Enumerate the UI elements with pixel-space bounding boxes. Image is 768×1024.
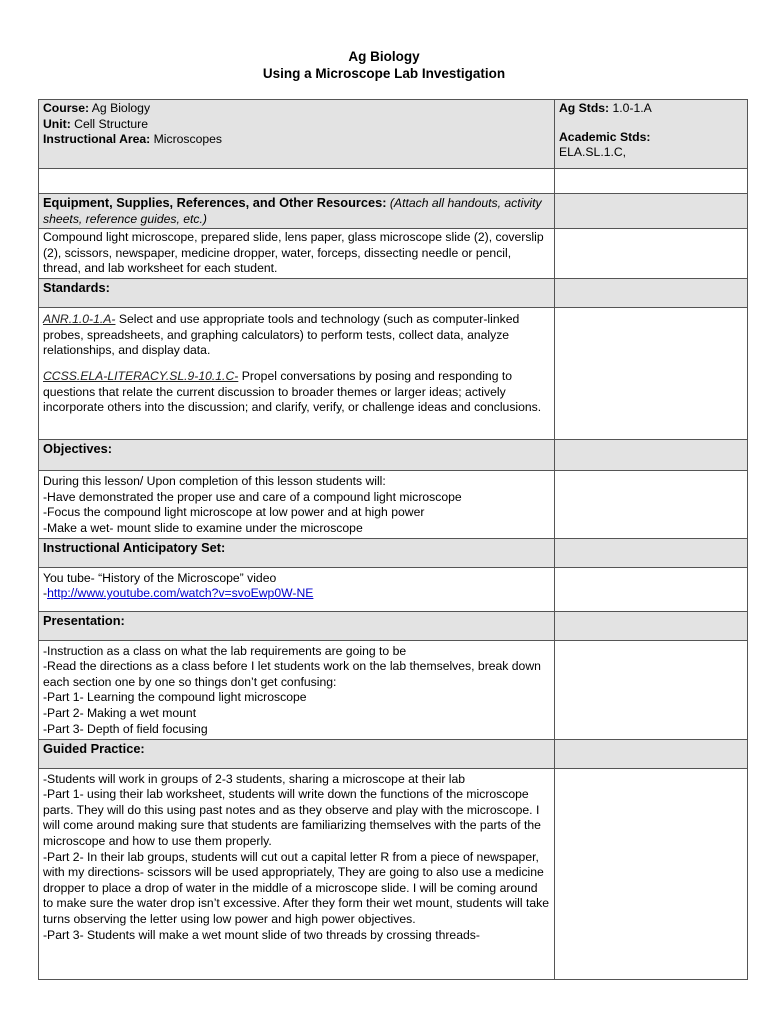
anticipatory-text: You tube- “History of the Microscope” video	[43, 570, 277, 585]
doc-subtitle: Using a Microscope Lab Investigation	[262, 66, 506, 81]
objectives-heading-row	[39, 440, 748, 471]
standard-ccss-code: CCSS.ELA-LITERACY.SL.9-10.1.C-	[43, 368, 239, 383]
ag-stds-label: Ag Stds:	[559, 101, 610, 115]
standards-heading: Standards:	[43, 280, 110, 296]
presentation-row	[39, 640, 748, 739]
equipment-heading-note: (Attach all handouts, activity sheets, reference guides, etc.)	[43, 196, 542, 226]
standard-anr-text: Select and use appropriate tools and technology (such as computer-linked probes, spreadsheets, and graphing calculators) to perform tests, collect data, analyze relationships, and display data.	[43, 312, 520, 358]
academic-stds-value: ELA.SL.1.C,	[559, 145, 627, 160]
equipment-heading: Equipment, Supplies, References, and Other Resources:	[43, 195, 387, 210]
presentation-line: -Part 1- Learning the compound light microscope	[43, 690, 307, 705]
standards-row	[39, 308, 748, 440]
presentation-line: -Instruction as a class on what the lab requirements are going to be	[43, 643, 407, 658]
anticipatory-heading-row	[39, 538, 748, 567]
ag-stds-value: 1.0-1.A	[612, 101, 652, 115]
presentation-line: -Read the directions as a class before I let students work on the lab themselves, break down each section one by one so things don’t get confusing:	[43, 659, 541, 689]
presentation-line: -Part 2- Making a wet mount	[43, 705, 197, 720]
presentation-line: -Part 3- Depth of field focusing	[43, 721, 208, 736]
unit-label: Unit:	[43, 116, 71, 131]
objective-line: -Have demonstrated the proper use and care of a compound light microscope	[43, 489, 462, 504]
standards-heading-row	[39, 279, 748, 308]
standard-anr-code: ANR.1.0-1.A-	[43, 312, 116, 327]
guided-line: -Part 1- using their lab worksheet, students will write down the functions of the microscope parts. They will do this using past notes and as they observe and play with the microscope. I will come around making sure that students are familiarizing themselves with the parts of the microscope and how to use them properly.	[43, 787, 541, 848]
presentation-heading-row	[39, 611, 748, 640]
course-label: Course:	[43, 101, 90, 115]
equipment-heading-row	[39, 194, 748, 229]
youtube-video-link[interactable]: http://www.youtube.com/watch?v=svoEwp0W-NE	[47, 586, 314, 601]
lesson-plan-table	[38, 99, 748, 980]
objective-line: During this lesson/ Upon completion of this lesson students will:	[43, 474, 386, 489]
unit-value: Cell Structure	[74, 116, 148, 131]
guided-heading-row	[39, 739, 748, 768]
guided-line: -Part 3- Students will make a wet mount slide of two threads by crossing threads-	[43, 927, 480, 942]
presentation-heading: Presentation:	[43, 612, 125, 628]
anticipatory-row	[39, 567, 748, 611]
link-prefix: -	[43, 586, 48, 601]
doc-title: Ag Biology	[348, 49, 420, 64]
objectives-heading: Objectives:	[43, 441, 112, 457]
area-value: Microscopes	[153, 132, 223, 147]
standard-ccss	[43, 369, 550, 416]
objectives-row	[39, 471, 748, 538]
course-value: Ag Biology	[91, 101, 151, 115]
guided-row	[39, 768, 748, 979]
spacer-row	[39, 169, 748, 194]
equipment-text: Compound light microscope, prepared slide, lens paper, glass microscope slide (2), coverslip (2), scissors, newspaper, medicine dropper, water, forceps, dissecting needle or pencil, thread, and lab worksheet for each student.	[39, 229, 555, 279]
anticipatory-heading: Instructional Anticipatory Set:	[43, 539, 226, 555]
guided-line: -Students will work in groups of 2-3 students, sharing a microscope at their lab	[43, 771, 466, 786]
guided-heading: Guided Practice:	[43, 740, 145, 756]
standard-ccss-text: Propel conversations by posing and responding to questions that relate the current discussion to broader themes or larger ideas; actively incorporate others into the discussion; and clarify, verify, or challenge ideas and conclusions.	[43, 368, 542, 415]
objective-line: -Make a wet- mount slide to examine under the microscope	[43, 520, 363, 535]
equipment-row	[39, 229, 748, 279]
objective-line: -Focus the compound light microscope at low power and at high power	[43, 505, 425, 520]
academic-stds-label: Academic Stds:	[559, 129, 651, 144]
standard-anr	[43, 312, 550, 359]
guided-line: -Part 2- In their lab groups, students will cut out a capital letter R from a piece of newspaper, with my directions- scissors will be used appropriately, They are going to also use a medicine dropper to place a drop of water in the middle of a microscope slide. I will be coming around to make sure the water drop isn’t excessive. After they form their wet mount, students will take turns observing the letter using low power and high power objectives.	[43, 849, 550, 926]
course-info-row	[39, 100, 748, 169]
area-label: Instructional Area:	[43, 132, 151, 147]
